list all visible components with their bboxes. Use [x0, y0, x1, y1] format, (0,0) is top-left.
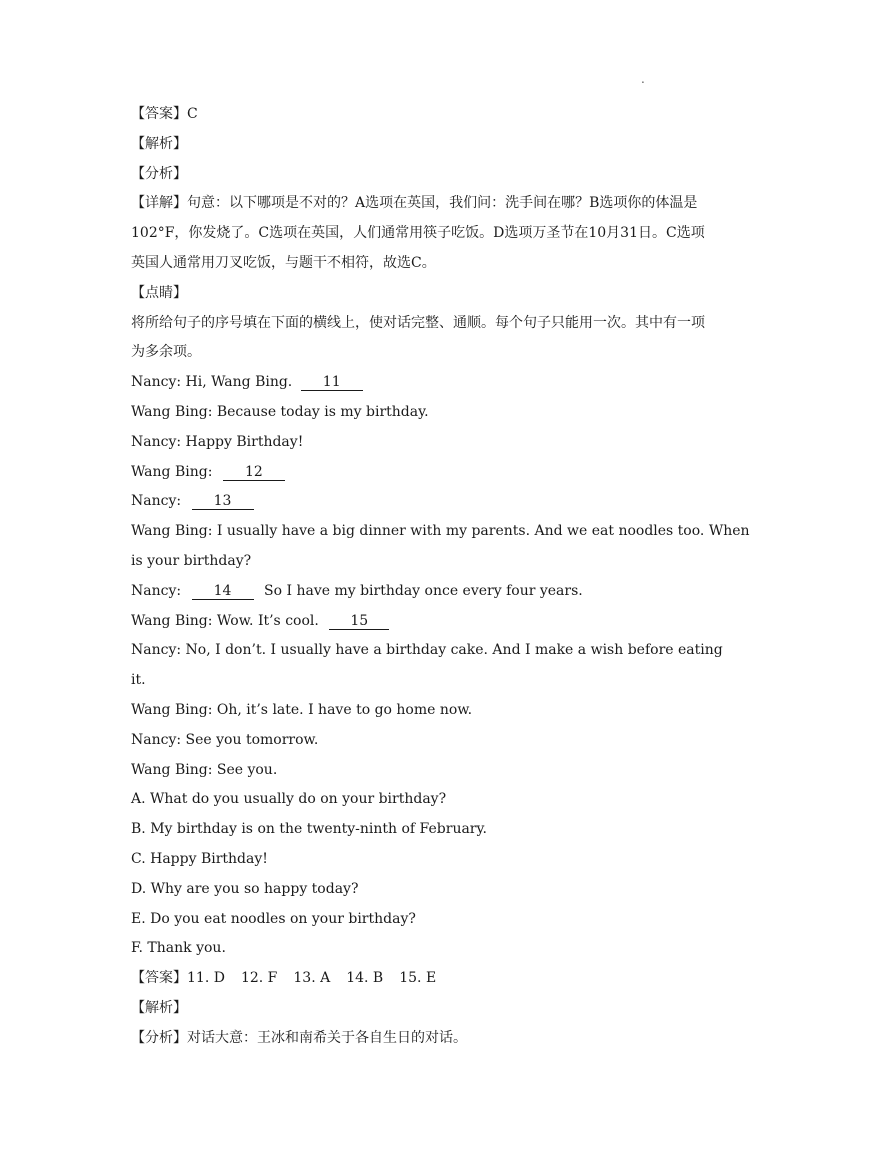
dialogue-line: is your birthday? [131, 552, 252, 569]
answer-prefix: 【答案】 [131, 970, 187, 987]
dialogue-text: Wang Bing: [131, 463, 213, 480]
answer-item: 12. F [240, 970, 278, 987]
dianjing-label: 【点睛】 [131, 284, 187, 301]
dialogue-text: Nancy: Hi, Wang Bing. [131, 374, 293, 391]
option-d: D. Why are you so happy today? [131, 880, 359, 897]
dialogue-line [131, 487, 771, 517]
dialogue-line [131, 368, 771, 398]
detail-line-1: 【详解】句意：以下哪项是不对的？A选项在英国，我们问：洗手间在哪？B选项你的体温是 [131, 195, 698, 212]
answer-item: 13. A [293, 970, 331, 987]
answer-line [131, 964, 771, 994]
blank-11: 11 [301, 374, 363, 391]
option-b: B. My birthday is on the twenty-ninth of February. [131, 821, 487, 838]
answer-label: 【答案】C [131, 106, 198, 122]
dialogue-line: Wang Bing: Because today is my birthday. [131, 403, 429, 420]
blank-14: 14 [192, 583, 254, 600]
blank-13: 13 [192, 493, 254, 510]
header-mark: . [641, 72, 645, 86]
dialogue-text: So I have my birthday once every four years. [264, 582, 583, 599]
answer-item: 11. D [187, 970, 225, 987]
blank-15: 15 [329, 613, 389, 630]
dialogue-text: Nancy: [131, 493, 182, 510]
instructions-line-2: 为多余项。 [131, 344, 201, 361]
analysis-label-2: 【解析】 [131, 999, 187, 1016]
dialogue-line: Wang Bing: See you. [131, 761, 278, 778]
instructions-line-1: 将所给句子的序号填在下面的横线上，使对话完整、通顺。每个句子只能用一次。其中有一项 [131, 314, 705, 331]
dialogue-line: it. [131, 672, 146, 689]
dialogue-line: Wang Bing: Oh, it’s late. I have to go home now. [131, 701, 473, 718]
document-content [131, 100, 771, 1054]
dialogue-line: Nancy: See you tomorrow. [131, 731, 319, 748]
fenxi-line-2: 【分析】对话大意：王冰和南希关于各自生日的对话。 [131, 1029, 467, 1046]
dialogue-line: Nancy: No, I don’t. I usually have a birthday cake. And I make a wish before eating [131, 642, 723, 659]
dialogue-text: Nancy: [131, 582, 182, 599]
detail-line-3: 英国人通常用刀叉吃饭，与题干不相符，故选C。 [131, 254, 436, 271]
dialogue-line: Nancy: Happy Birthday! [131, 433, 304, 450]
dialogue-line [131, 577, 771, 607]
dialogue-text: Wang Bing: Wow. It’s cool. [131, 612, 319, 629]
answer-item: 15. E [399, 970, 437, 987]
blank-12: 12 [223, 464, 285, 481]
detail-line-2: 102°F，你发烧了。C选项在英国，人们通常用筷子吃饭。D选项万圣节在10月31日。C选项 [131, 225, 705, 242]
fenxi-label: 【分析】 [131, 165, 187, 182]
dialogue-line [131, 607, 771, 637]
dialogue-line: Wang Bing: I usually have a big dinner with my parents. And we eat noodles too. When [131, 523, 750, 540]
dialogue-line [131, 458, 771, 488]
option-f: F. Thank you. [131, 940, 226, 957]
answer-item: 14. B [346, 970, 384, 987]
option-e: E. Do you eat noodles on your birthday? [131, 910, 416, 927]
option-a: A. What do you usually do on your birthday? [131, 791, 447, 808]
option-c: C. Happy Birthday! [131, 850, 268, 867]
analysis-label: 【解析】 [131, 135, 187, 152]
